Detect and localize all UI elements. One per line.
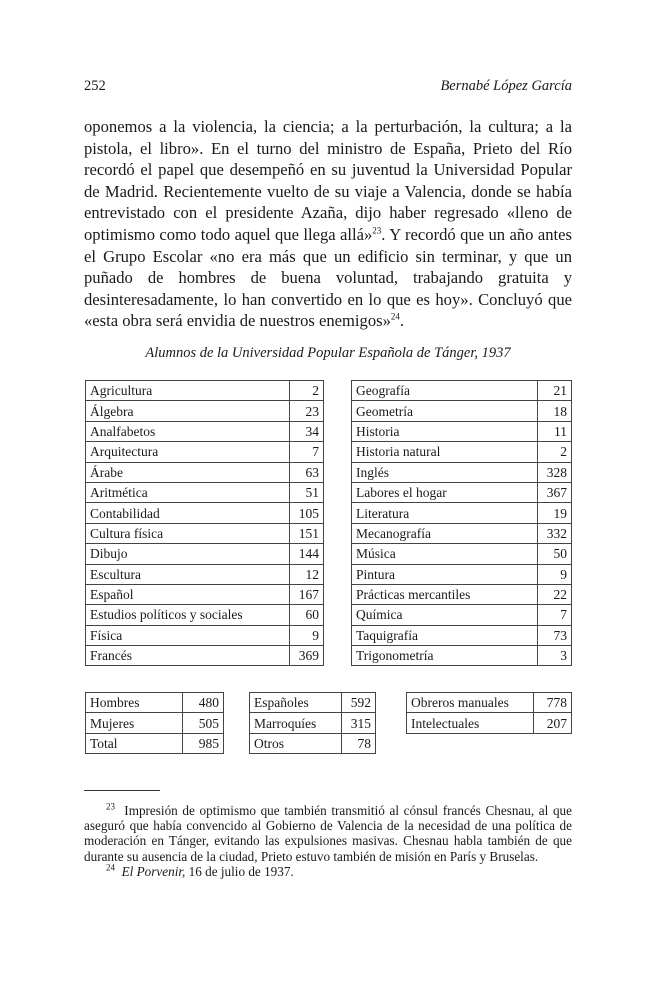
body-text-part-1: oponemos a la violencia, la ciencia; a la perturbación, la cultura; a la pistola, el libro». En el turno del ministro de España, Prieto del Río recordó el papel que desempeñó en su juventud la Universidad Popular de Madrid. Recientemente vuelto de su viaje a Valencia, donde se había entrevistado con el presidente Azaña, dijo haber regresado «lleno de optimismo como todo aquel que llega allá» bbox=[84, 117, 572, 244]
table-row bbox=[352, 503, 572, 523]
row-value: 778 bbox=[534, 693, 572, 713]
body-text-part-3: . bbox=[399, 311, 405, 331]
row-label: Españoles bbox=[250, 693, 342, 713]
table-row bbox=[86, 584, 324, 604]
table-row bbox=[86, 381, 324, 401]
row-label: Francés bbox=[86, 646, 290, 666]
table-row bbox=[86, 462, 324, 482]
row-label: Música bbox=[352, 544, 538, 564]
footnote-source-title: El Porvenir, bbox=[121, 863, 186, 879]
row-label: Otros bbox=[250, 733, 342, 753]
row-value: 505 bbox=[183, 713, 224, 733]
row-value: 144 bbox=[290, 544, 324, 564]
row-label: Historia natural bbox=[352, 442, 538, 462]
table-row bbox=[352, 523, 572, 543]
subjects-table-left bbox=[85, 380, 324, 666]
row-value: 2 bbox=[290, 381, 324, 401]
table-row bbox=[407, 713, 572, 733]
row-value: 105 bbox=[290, 503, 324, 523]
row-label: Obreros manuales bbox=[407, 693, 534, 713]
row-value: 73 bbox=[538, 625, 572, 645]
subjects-table-right bbox=[351, 380, 572, 666]
table-row bbox=[352, 544, 572, 564]
row-value: 9 bbox=[290, 625, 324, 645]
footnotes bbox=[84, 803, 572, 879]
row-value: 11 bbox=[538, 421, 572, 441]
row-value: 315 bbox=[342, 713, 376, 733]
row-label: Aritmética bbox=[86, 482, 290, 502]
table-row bbox=[86, 544, 324, 564]
row-label: Total bbox=[86, 733, 183, 753]
row-value: 207 bbox=[534, 713, 572, 733]
table-row bbox=[352, 442, 572, 462]
row-value: 480 bbox=[183, 693, 224, 713]
row-value: 7 bbox=[538, 605, 572, 625]
row-label: Cultura física bbox=[86, 523, 290, 543]
table-row bbox=[352, 625, 572, 645]
row-value: 592 bbox=[342, 693, 376, 713]
row-label: Literatura bbox=[352, 503, 538, 523]
table-row bbox=[352, 401, 572, 421]
row-label: Español bbox=[86, 584, 290, 604]
footnote-ref-24[interactable]: 24 bbox=[390, 311, 400, 322]
occupation-table bbox=[406, 692, 572, 734]
row-label: Prácticas mercantiles bbox=[352, 584, 538, 604]
footnote-number: 24 bbox=[106, 862, 115, 873]
table-row bbox=[86, 733, 224, 753]
table-row bbox=[352, 421, 572, 441]
row-value: 7 bbox=[290, 442, 324, 462]
table-row bbox=[86, 482, 324, 502]
body-text-part-2: . Y recordó que un año antes el Grupo Escolar «no era más que un edificio sin terminar, y que un puñado de hombres de buena voluntad, trabajando gratuita y desinteresadamente, lo han convertido en lo que es hoy». Concluyó que «esta obra será envidia de nuestros enemigos» bbox=[84, 224, 572, 331]
table-row bbox=[86, 646, 324, 666]
row-label: Dibujo bbox=[86, 544, 290, 564]
footnote-separator bbox=[84, 790, 160, 791]
row-value: 369 bbox=[290, 646, 324, 666]
table-row bbox=[86, 605, 324, 625]
table-row bbox=[86, 625, 324, 645]
row-value: 9 bbox=[538, 564, 572, 584]
footnote-24 bbox=[84, 864, 572, 879]
row-value: 19 bbox=[538, 503, 572, 523]
row-label: Analfabetos bbox=[86, 421, 290, 441]
row-label: Estudios políticos y sociales bbox=[86, 605, 290, 625]
table-row bbox=[352, 381, 572, 401]
row-value: 18 bbox=[538, 401, 572, 421]
row-label: Contabilidad bbox=[86, 503, 290, 523]
row-value: 328 bbox=[538, 462, 572, 482]
table-row bbox=[86, 401, 324, 421]
footnote-ref-23[interactable]: 23 bbox=[372, 225, 382, 236]
table-row bbox=[352, 605, 572, 625]
row-value: 22 bbox=[538, 584, 572, 604]
row-label: Arquitectura bbox=[86, 442, 290, 462]
table-caption: Alumnos de la Universidad Popular Española de Tánger, 1937 bbox=[145, 345, 511, 361]
row-label: Química bbox=[352, 605, 538, 625]
row-label: Labores el hogar bbox=[352, 482, 538, 502]
sex-table bbox=[85, 692, 224, 754]
row-value: 34 bbox=[290, 421, 324, 441]
page-number: 252 bbox=[84, 78, 106, 94]
row-label: Intelectuales bbox=[407, 713, 534, 733]
table-row bbox=[250, 733, 376, 753]
table-row bbox=[352, 646, 572, 666]
footnote-23 bbox=[84, 803, 572, 864]
table-row bbox=[250, 713, 376, 733]
row-label: Álgebra bbox=[86, 401, 290, 421]
row-label: Geometría bbox=[352, 401, 538, 421]
table-row bbox=[352, 482, 572, 502]
table-row bbox=[86, 442, 324, 462]
table-row bbox=[86, 523, 324, 543]
row-value: 78 bbox=[342, 733, 376, 753]
row-label: Física bbox=[86, 625, 290, 645]
running-head-author: Bernabé López García bbox=[440, 78, 572, 94]
row-label: Historia bbox=[352, 421, 538, 441]
row-value: 3 bbox=[538, 646, 572, 666]
row-label: Árabe bbox=[86, 462, 290, 482]
row-value: 23 bbox=[290, 401, 324, 421]
row-value: 167 bbox=[290, 584, 324, 604]
table-row bbox=[86, 503, 324, 523]
row-value: 51 bbox=[290, 482, 324, 502]
row-label: Marroquíes bbox=[250, 713, 342, 733]
row-label: Hombres bbox=[86, 693, 183, 713]
row-label: Mecanografía bbox=[352, 523, 538, 543]
row-label: Trigonometría bbox=[352, 646, 538, 666]
body-paragraph bbox=[84, 116, 572, 332]
row-value: 332 bbox=[538, 523, 572, 543]
row-value: 367 bbox=[538, 482, 572, 502]
row-value: 12 bbox=[290, 564, 324, 584]
row-label: Mujeres bbox=[86, 713, 183, 733]
row-value: 151 bbox=[290, 523, 324, 543]
table-row bbox=[250, 693, 376, 713]
row-value: 63 bbox=[290, 462, 324, 482]
row-label: Taquigrafía bbox=[352, 625, 538, 645]
table-row bbox=[407, 693, 572, 713]
row-label: Pintura bbox=[352, 564, 538, 584]
footnote-number: 23 bbox=[106, 801, 115, 812]
row-label: Agricultura bbox=[86, 381, 290, 401]
row-value: 60 bbox=[290, 605, 324, 625]
table-row bbox=[86, 693, 224, 713]
table-row bbox=[352, 462, 572, 482]
nationality-table bbox=[249, 692, 376, 754]
footnote-text: Impresión de optimismo que también transmitió al cónsul francés Chesnau, al que aseguró que había convencido al Gobierno de Valencia de la necesidad de una política de moderación en Tánger, evitando las expulsiones masivas. Chesnau habla también de que durante su ausencia de la ciudad, Prieto estuvo también de misión en París y Bruselas. bbox=[84, 803, 573, 864]
row-label: Geografía bbox=[352, 381, 538, 401]
row-label: Escultura bbox=[86, 564, 290, 584]
footnote-text: 16 de julio de 1937. bbox=[185, 863, 294, 879]
row-value: 2 bbox=[538, 442, 572, 462]
table-row bbox=[86, 564, 324, 584]
table-row bbox=[352, 584, 572, 604]
table-row bbox=[86, 713, 224, 733]
row-value: 21 bbox=[538, 381, 572, 401]
table-row bbox=[86, 421, 324, 441]
row-value: 985 bbox=[183, 733, 224, 753]
row-label: Inglés bbox=[352, 462, 538, 482]
table-row bbox=[352, 564, 572, 584]
row-value: 50 bbox=[538, 544, 572, 564]
page-header bbox=[84, 78, 572, 98]
